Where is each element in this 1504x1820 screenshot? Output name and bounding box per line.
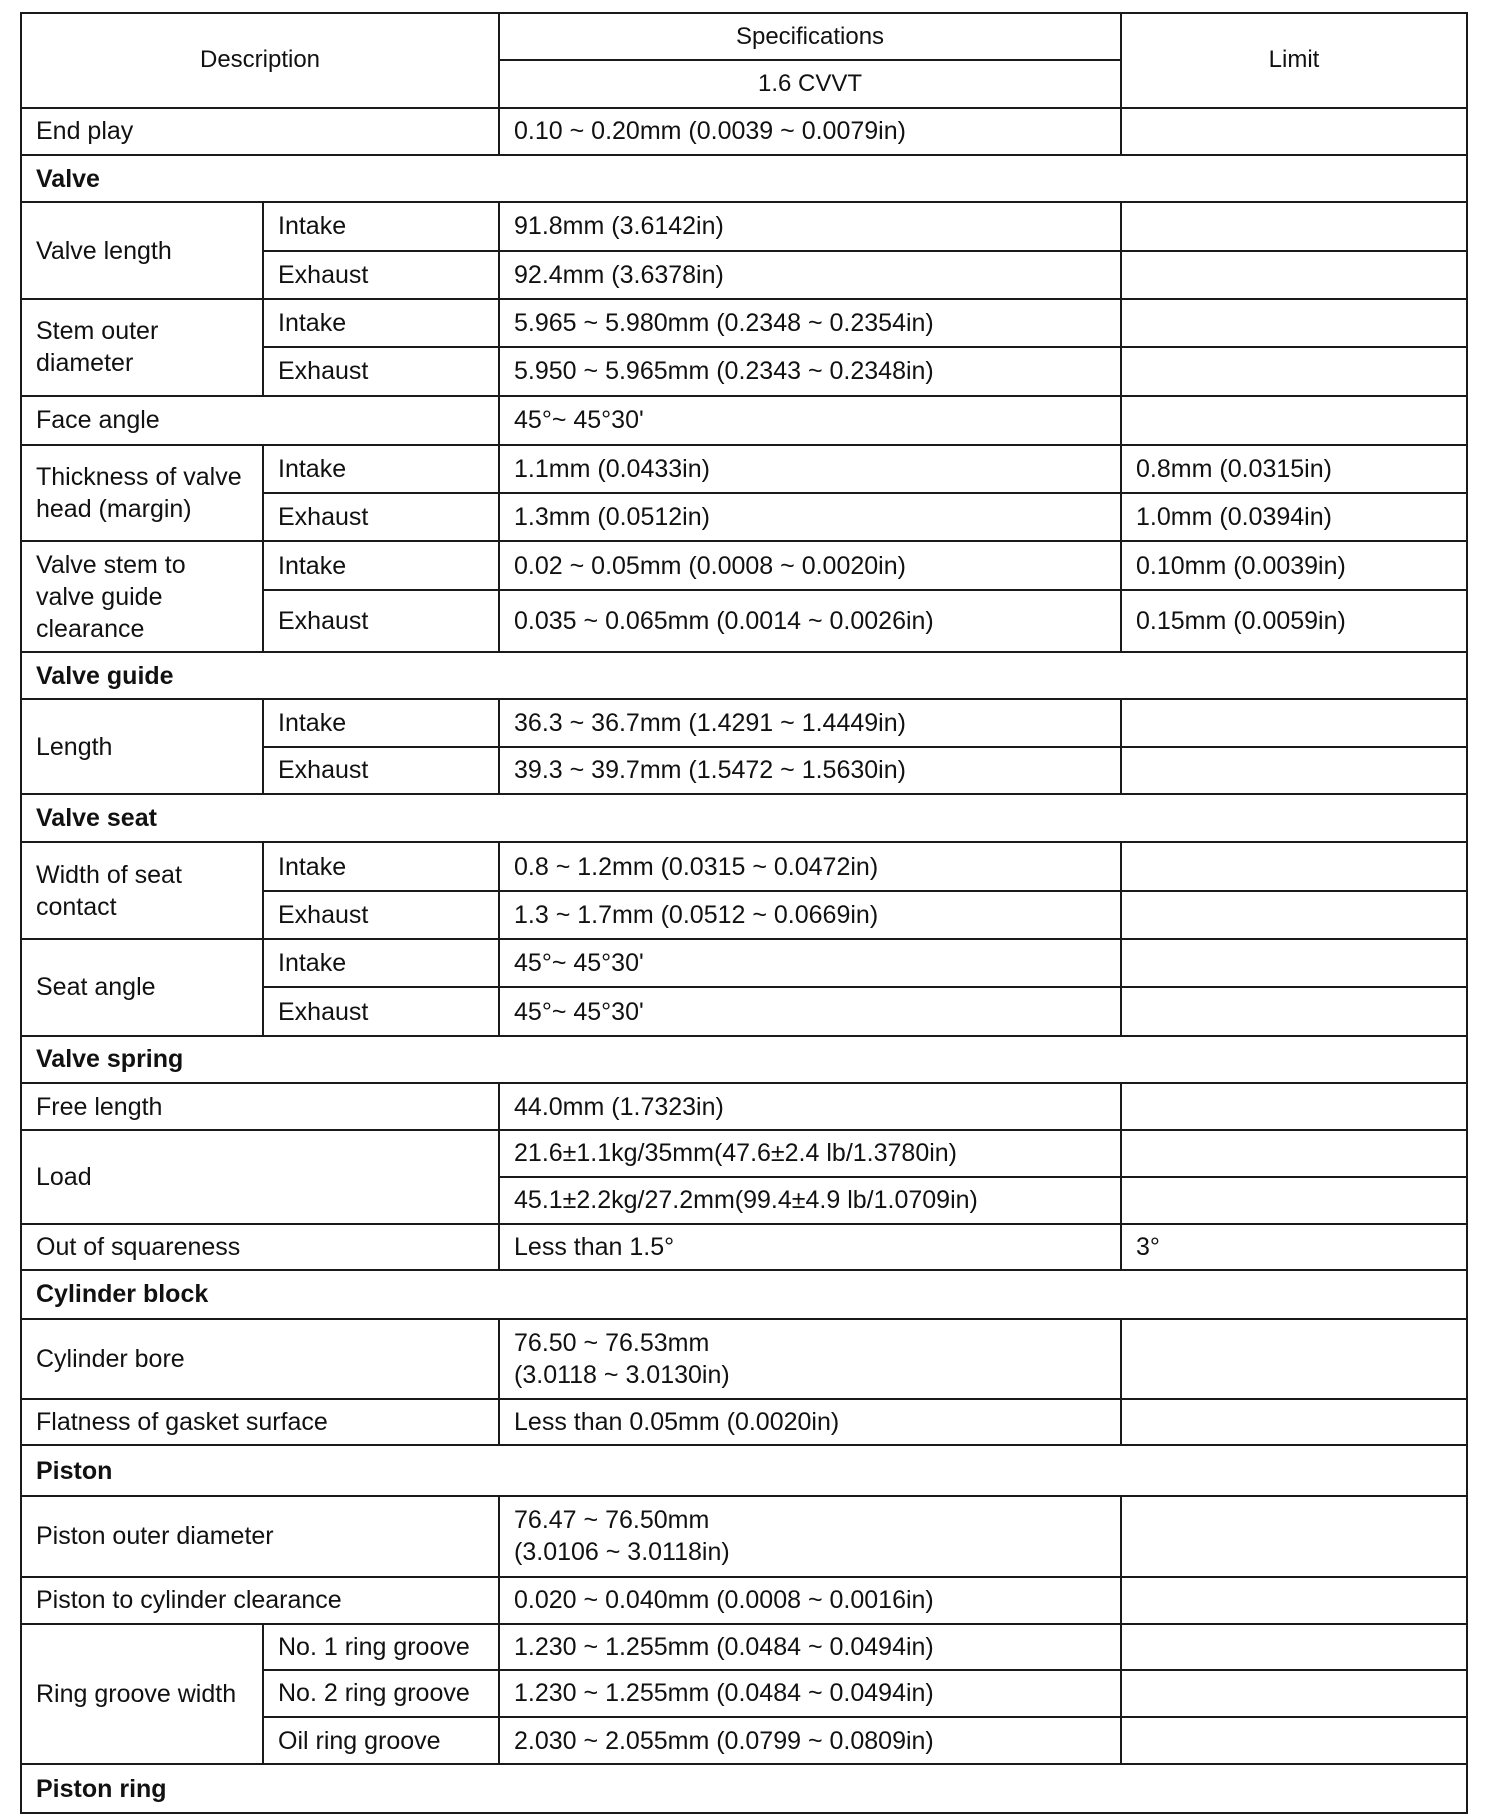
piston-outer-label: Piston outer diameter (21, 1496, 499, 1578)
head-thickness-intake-limit: 0.8mm (0.0315in) (1121, 445, 1467, 493)
spec-sheet (20, 12, 1466, 1814)
seat-angle-label: Seat angle (21, 939, 263, 1036)
seat-width-exhaust-spec: 1.3 ~ 1.7mm (0.0512 ~ 0.0669in) (499, 891, 1121, 939)
free-length-limit (1121, 1083, 1467, 1130)
face-angle-spec: 45°~ 45°30' (499, 396, 1121, 445)
section-title-piston-ring: Piston ring (21, 1764, 1467, 1813)
ring-groove-width-label: Ring groove width (21, 1624, 263, 1765)
section-row-valve-guide (21, 652, 1467, 699)
out-of-square-label: Out of squareness (21, 1224, 499, 1270)
table-row (21, 396, 1467, 445)
table-row (21, 299, 1467, 347)
stem-guide-clearance-label: Valve stem to valve guide clearance (21, 541, 263, 652)
header-specifications: Specifications (499, 13, 1121, 60)
stem-guide-intake-spec: 0.02 ~ 0.05mm (0.0008 ~ 0.0020in) (499, 541, 1121, 589)
seat-angle-intake-limit (1121, 939, 1467, 987)
head-thickness-intake-spec: 1.1mm (0.0433in) (499, 445, 1121, 493)
section-row-piston (21, 1445, 1467, 1495)
end-play-spec: 0.10 ~ 0.20mm (0.0039 ~ 0.0079in) (499, 108, 1121, 155)
table-row (21, 699, 1467, 746)
section-row-valve-seat (21, 794, 1467, 842)
header-row (21, 13, 1467, 60)
table-row (21, 108, 1467, 155)
section-title-cylinder-block: Cylinder block (21, 1270, 1467, 1318)
table-row (21, 1130, 1467, 1176)
table-row (21, 202, 1467, 250)
guide-length-intake-spec: 36.3 ~ 36.7mm (1.4291 ~ 1.4449in) (499, 699, 1121, 746)
seat-width-exhaust-sub: Exhaust (263, 891, 499, 939)
face-angle-label: Face angle (21, 396, 499, 445)
load-limit-2 (1121, 1177, 1467, 1224)
section-row-cylinder-block (21, 1270, 1467, 1318)
guide-length-intake-limit (1121, 699, 1467, 746)
seat-angle-exhaust-sub: Exhaust (263, 987, 499, 1035)
load-label: Load (21, 1130, 499, 1224)
free-length-label: Free length (21, 1083, 499, 1130)
valve-length-intake-limit (1121, 202, 1467, 250)
header-description: Description (21, 13, 499, 108)
valve-length-label: Valve length (21, 202, 263, 299)
seat-width-label: Width of seat contact (21, 842, 263, 939)
stem-outer-exhaust-spec: 5.950 ~ 5.965mm (0.2343 ~ 0.2348in) (499, 347, 1121, 395)
valve-length-intake-sub: Intake (263, 202, 499, 250)
head-thickness-exhaust-limit: 1.0mm (0.0394in) (1121, 493, 1467, 541)
free-length-spec: 44.0mm (1.7323in) (499, 1083, 1121, 1130)
guide-length-exhaust-sub: Exhaust (263, 747, 499, 794)
stem-guide-exhaust-spec: 0.035 ~ 0.065mm (0.0014 ~ 0.0026in) (499, 590, 1121, 652)
cylinder-bore-limit (1121, 1319, 1467, 1400)
face-angle-limit (1121, 396, 1467, 445)
valve-length-intake-spec: 91.8mm (3.6142in) (499, 202, 1121, 250)
load-spec-1: 21.6±1.1kg/35mm(47.6±2.4 lb/1.3780in) (499, 1130, 1121, 1176)
stem-guide-exhaust-sub: Exhaust (263, 590, 499, 652)
seat-angle-exhaust-spec: 45°~ 45°30' (499, 987, 1121, 1035)
seat-angle-exhaust-limit (1121, 987, 1467, 1035)
valve-length-exhaust-limit (1121, 251, 1467, 299)
load-limit-1 (1121, 1130, 1467, 1176)
seat-width-intake-sub: Intake (263, 842, 499, 890)
stem-outer-exhaust-sub: Exhaust (263, 347, 499, 395)
ring-groove-no1-limit (1121, 1624, 1467, 1670)
piston-outer-spec-line1: 76.47 ~ 76.50mm (514, 1506, 710, 1535)
ring-groove-oil-limit (1121, 1717, 1467, 1764)
table-row (21, 1577, 1467, 1623)
table-row (21, 1319, 1467, 1400)
section-title-valve-guide: Valve guide (21, 652, 1467, 699)
section-title-valve-seat: Valve seat (21, 794, 1467, 842)
section-title-valve-spring: Valve spring (21, 1036, 1467, 1083)
section-row-piston-ring (21, 1764, 1467, 1813)
guide-length-exhaust-limit (1121, 747, 1467, 794)
table-row (21, 445, 1467, 493)
table-row (21, 541, 1467, 589)
table-row (21, 842, 1467, 890)
table-row (21, 1624, 1467, 1670)
seat-width-intake-limit (1121, 842, 1467, 890)
out-of-square-limit: 3° (1121, 1224, 1467, 1270)
header-limit: Limit (1121, 13, 1467, 108)
piston-outer-spec-line2: (3.0106 ~ 3.0118in) (514, 1538, 730, 1567)
table-row (21, 1224, 1467, 1270)
table-row (21, 939, 1467, 987)
flatness-label: Flatness of gasket surface (21, 1399, 499, 1445)
stem-outer-exhaust-limit (1121, 347, 1467, 395)
end-play-label: End play (21, 108, 499, 155)
guide-length-label: Length (21, 699, 263, 794)
section-row-valve (21, 155, 1467, 202)
load-spec-2: 45.1±2.2kg/27.2mm(99.4±4.9 lb/1.0709in) (499, 1177, 1121, 1224)
section-title-piston: Piston (21, 1445, 1467, 1495)
piston-outer-spec (499, 1496, 1121, 1578)
cylinder-bore-label: Cylinder bore (21, 1319, 499, 1400)
seat-width-intake-spec: 0.8 ~ 1.2mm (0.0315 ~ 0.0472in) (499, 842, 1121, 890)
stem-guide-intake-limit: 0.10mm (0.0039in) (1121, 541, 1467, 589)
piston-clearance-label: Piston to cylinder clearance (21, 1577, 499, 1623)
cylinder-bore-spec-line1: 76.50 ~ 76.53mm (514, 1328, 710, 1357)
cylinder-bore-spec (499, 1319, 1121, 1400)
valve-length-exhaust-sub: Exhaust (263, 251, 499, 299)
flatness-limit (1121, 1399, 1467, 1445)
guide-length-exhaust-spec: 39.3 ~ 39.7mm (1.5472 ~ 1.5630in) (499, 747, 1121, 794)
seat-angle-intake-spec: 45°~ 45°30' (499, 939, 1121, 987)
flatness-spec: Less than 0.05mm (0.0020in) (499, 1399, 1121, 1445)
ring-groove-no2-sub: No. 2 ring groove (263, 1670, 499, 1717)
stem-guide-exhaust-limit: 0.15mm (0.0059in) (1121, 590, 1467, 652)
head-thickness-exhaust-sub: Exhaust (263, 493, 499, 541)
header-model: 1.6 CVVT (499, 60, 1121, 107)
head-thickness-label: Thickness of valve head (margin) (21, 445, 263, 542)
spec-table (20, 12, 1468, 1814)
valve-length-exhaust-spec: 92.4mm (3.6378in) (499, 251, 1121, 299)
ring-groove-no1-sub: No. 1 ring groove (263, 1624, 499, 1670)
table-row (21, 1496, 1467, 1578)
stem-guide-intake-sub: Intake (263, 541, 499, 589)
guide-length-intake-sub: Intake (263, 699, 499, 746)
seat-angle-intake-sub: Intake (263, 939, 499, 987)
head-thickness-intake-sub: Intake (263, 445, 499, 493)
seat-width-exhaust-limit (1121, 891, 1467, 939)
end-play-limit (1121, 108, 1467, 155)
table-row (21, 1083, 1467, 1130)
section-title-valve: Valve (21, 155, 1467, 202)
section-row-valve-spring (21, 1036, 1467, 1083)
stem-outer-intake-spec: 5.965 ~ 5.980mm (0.2348 ~ 0.2354in) (499, 299, 1121, 347)
piston-clearance-spec: 0.020 ~ 0.040mm (0.0008 ~ 0.0016in) (499, 1577, 1121, 1623)
ring-groove-no2-limit (1121, 1670, 1467, 1717)
stem-outer-label: Stem outer diameter (21, 299, 263, 396)
ring-groove-oil-sub: Oil ring groove (263, 1717, 499, 1764)
stem-outer-intake-sub: Intake (263, 299, 499, 347)
ring-groove-no1-spec: 1.230 ~ 1.255mm (0.0484 ~ 0.0494in) (499, 1624, 1121, 1670)
out-of-square-spec: Less than 1.5° (499, 1224, 1121, 1270)
head-thickness-exhaust-spec: 1.3mm (0.0512in) (499, 493, 1121, 541)
piston-outer-limit (1121, 1496, 1467, 1578)
ring-groove-no2-spec: 1.230 ~ 1.255mm (0.0484 ~ 0.0494in) (499, 1670, 1121, 1717)
stem-outer-intake-limit (1121, 299, 1467, 347)
cylinder-bore-spec-line2: (3.0118 ~ 3.0130in) (514, 1360, 730, 1389)
piston-clearance-limit (1121, 1577, 1467, 1623)
ring-groove-oil-spec: 2.030 ~ 2.055mm (0.0799 ~ 0.0809in) (499, 1717, 1121, 1764)
table-row (21, 1399, 1467, 1445)
